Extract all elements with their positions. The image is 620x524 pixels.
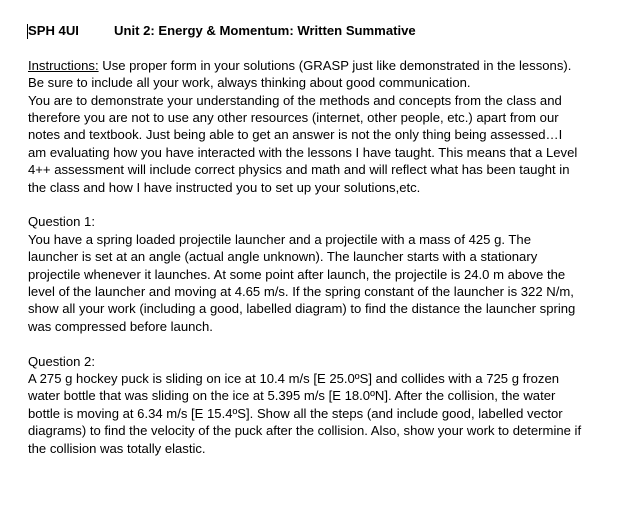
question-2-line: bottle is moving at 6.34 m/s [E 15.4ºS]. Show all the steps (and include good, labelled vector bbox=[28, 405, 563, 421]
document-header bbox=[28, 22, 604, 39]
question-2-line: diagrams) to find the velocity of the puck after the collision. Also, show your work to determine if bbox=[28, 423, 582, 439]
question-2-paragraph bbox=[28, 353, 604, 457]
instructions-line: the class and how I have instructed you to set up your solutions,etc. bbox=[28, 179, 421, 195]
instructions-label: Instructions: bbox=[28, 57, 99, 73]
document-page bbox=[28, 22, 604, 457]
question-2-line: water bottle that was sliding on the ice at 5.395 m/s [E 18.0ºN]. After the collision, the water bbox=[28, 388, 556, 404]
instructions-line: You are to demonstrate your understanding of the methods and concepts from the class and bbox=[28, 92, 562, 108]
question-1-line: was compressed before launch. bbox=[28, 318, 213, 334]
question-1-heading: Question 1: bbox=[28, 214, 95, 230]
question-1-paragraph bbox=[28, 213, 604, 335]
question-1-line: show all your work (including a good, labelled diagram) to find the distance the launcher spring bbox=[28, 301, 576, 317]
instructions-line: notes and textbook. Just being able to get an answer is not the only thing being assessed…I bbox=[28, 127, 563, 143]
blank-line bbox=[28, 39, 604, 56]
unit-title: Unit 2: Energy & Momentum: Written Summative bbox=[114, 23, 416, 38]
question-1-line: launcher is set at an angle (actual angle unknown). The launcher starts with a stationary bbox=[28, 249, 538, 265]
instructions-text: Use proper form in your solutions (GRASP just like demonstrated in the lessons). bbox=[98, 57, 572, 73]
question-1-line: projectile whenever it launches. At some point after launch, the projectile is 24.0 m above the bbox=[28, 266, 566, 282]
question-2-line: the collision was totally elastic. bbox=[28, 440, 206, 456]
course-code: SPH 4UI bbox=[28, 23, 79, 38]
instructions-paragraph bbox=[28, 57, 604, 196]
instructions-line: Be sure to include all your work, always thinking about good communication. bbox=[28, 75, 471, 91]
question-2-heading: Question 2: bbox=[28, 353, 95, 369]
instructions-line bbox=[28, 57, 604, 74]
question-2-line: A 275 g hockey puck is sliding on ice at 10.4 m/s [E 25.0ºS] and collides with a 725 g frozen bbox=[28, 371, 560, 387]
instructions-line: 4++ assessment will include correct physics and math and will reflect what has been taught in bbox=[28, 162, 570, 178]
blank-line bbox=[28, 335, 604, 352]
question-1-line: level of the launcher and moving at 4.65 m/s. If the spring constant of the launcher is 322 N/m, bbox=[28, 284, 574, 300]
instructions-line: am evaluating how you have interacted with the lessons I have taught. This means that a Level bbox=[28, 144, 578, 160]
blank-line bbox=[28, 196, 604, 213]
instructions-line: therefore you are not to use any other resources (internet, other people, etc.) apart from our bbox=[28, 110, 559, 125]
question-1-line: You have a spring loaded projectile launcher and a projectile with a mass of 425 g. The bbox=[28, 231, 531, 247]
